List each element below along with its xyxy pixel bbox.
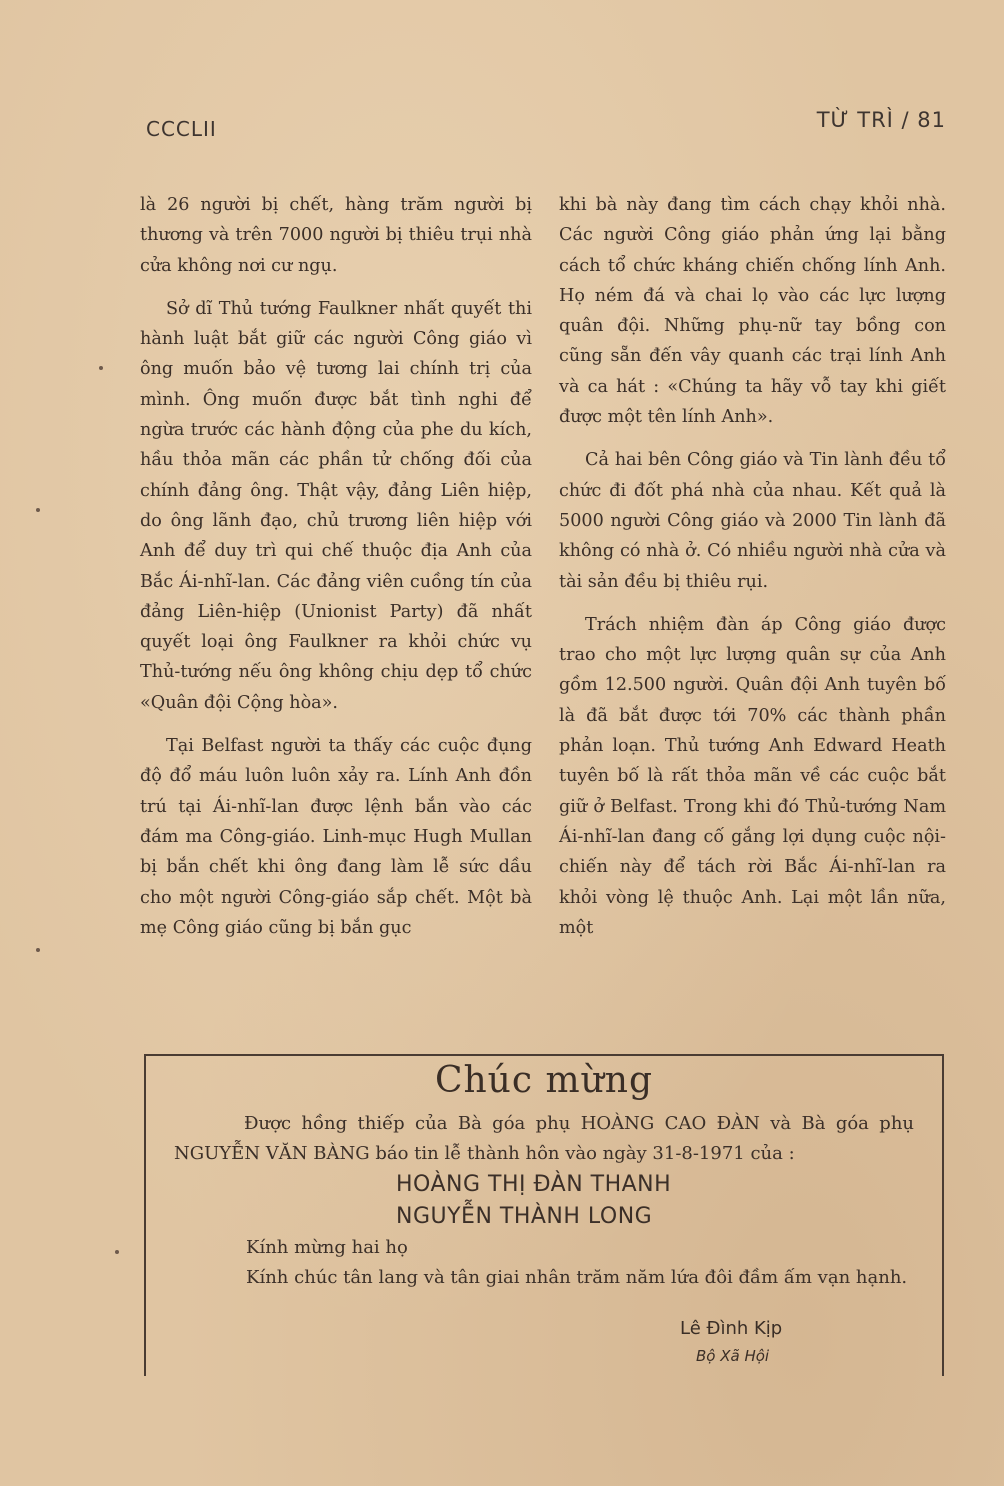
notice-title: Chúc mừng [434,1060,654,1101]
paper-speck [99,366,103,370]
notice-announcement: Được hồng thiếp của Bà góa phụ HOÀNG CAO ĐÀN và Bà góa phụ NGUYỄN VĂN BÀNG báo tin lễ thành hôn vào ngày 31-8-1971 của : [174,1113,914,1164]
page-running-title: TỪ TRÌ / 81 [816,108,946,132]
paper-speck [36,948,40,952]
notice-signer: Lê Đình Kịp [680,1318,783,1339]
notice-greeting-1: Kính mừng hai họ [246,1237,408,1258]
notice-body [174,1109,914,1293]
congratulation-notice [144,1054,944,1376]
right-paragraph-1: khi bà này đang tìm cách chạy khỏi nhà. Các người Công giáo phản ứng lại bằng cách tổ chức kháng chiến chống lính Anh. Họ ném đá và chai lọ vào các lực lượng quân đội. Những phụ-nữ tay bồng con cũng sẵn đến vây quanh các trại lính Anh và ca hát : «Chúng ta hãy vỗ tay khi giết được một tên lính Anh». [559,195,946,428]
groom-name: NGUYỄN THÀNH LONG [396,1204,653,1229]
left-paragraph-2: Sở dĩ Thủ tướng Faulkner nhất quyết thi hành luật bắt giữ các người Công giáo vì ông muốn bảo vệ tương lai chính trị của mình. Ông muốn được bắt tình nghi để ngừa trước các hành động của phe du kích, hầu thỏa mãn các phần tử chống đối của chính đảng ông. Thật vậy, đảng Liên hiệp, do ông lãnh đạo, chủ trương liên hiệp với Anh để duy trì qui chế thuộc địa Anh của Bắc Ái-nhĩ-lan. Các đảng viên cuồng tín của đảng Liên-hiệp (Unionist Party) đã nhất quyết loại ông Faulkner ra khỏi chức vụ Thủ-tướng nếu ông không chịu dẹp tổ chức «Quân đội Cộng hòa». [140,298,532,713]
notice-signer-org: Bộ Xã Hội [696,1347,770,1365]
right-column [559,190,946,956]
left-paragraph-3: Tại Belfast người ta thấy các cuộc đụng độ đổ máu luôn luôn xảy ra. Lính Anh đồn trú tại Ái-nhĩ-lan được lệnh bắn vào các đám ma Công-giáo. Linh-mục Hugh Mullan bị bắn chết khi ông đang làm lễ sức dầu cho một người Công-giáo sắp chết. Một bà mẹ Công giáo cũng bị bắn gục [140,736,532,938]
page-section-number: CCCLII [146,117,217,141]
right-paragraph-2: Cả hai bên Công giáo và Tin lành đều tổ chức đi đốt phá nhà của nhau. Kết quả là 5000 người Công giáo và 2000 Tin lành đã không có nhà ở. Có nhiều người nhà cửa và tài sản đều bị thiêu rụi. [559,450,946,592]
paper-speck [36,508,40,512]
right-paragraph-3: Trách nhiệm đàn áp Công giáo được trao cho một lực lượng quân sự của Anh gồm 12.500 người. Quân đội Anh tuyên bố là đã bắt được tới 70% các thành phần phản loạn. Thủ tướng Anh Edward Heath tuyên bố là rất thỏa mãn về các cuộc bắt giữ ở Belfast. Trong khi đó Thủ-tướng Nam Ái-nhĩ-lan đang cố gắng lợi dụng cuộc nội-chiến này để tách rời Bắc Ái-nhĩ-lan ra khỏi vòng lệ thuộc Anh. Lại một lần nữa, một [559,614,946,938]
bride-name: HOÀNG THỊ ĐÀN THANH [396,1172,672,1197]
notice-greeting-2: Kính chúc tân lang và tân giai nhân trăm năm lứa đôi đầm ấm vạn hạnh. [246,1267,908,1288]
paper-speck [115,1250,119,1254]
left-paragraph-1: là 26 người bị chết, hàng trăm người bị thương và trên 7000 người bị thiêu trụi nhà cửa không nơi cư ngụ. [140,195,532,276]
left-column [140,190,532,956]
